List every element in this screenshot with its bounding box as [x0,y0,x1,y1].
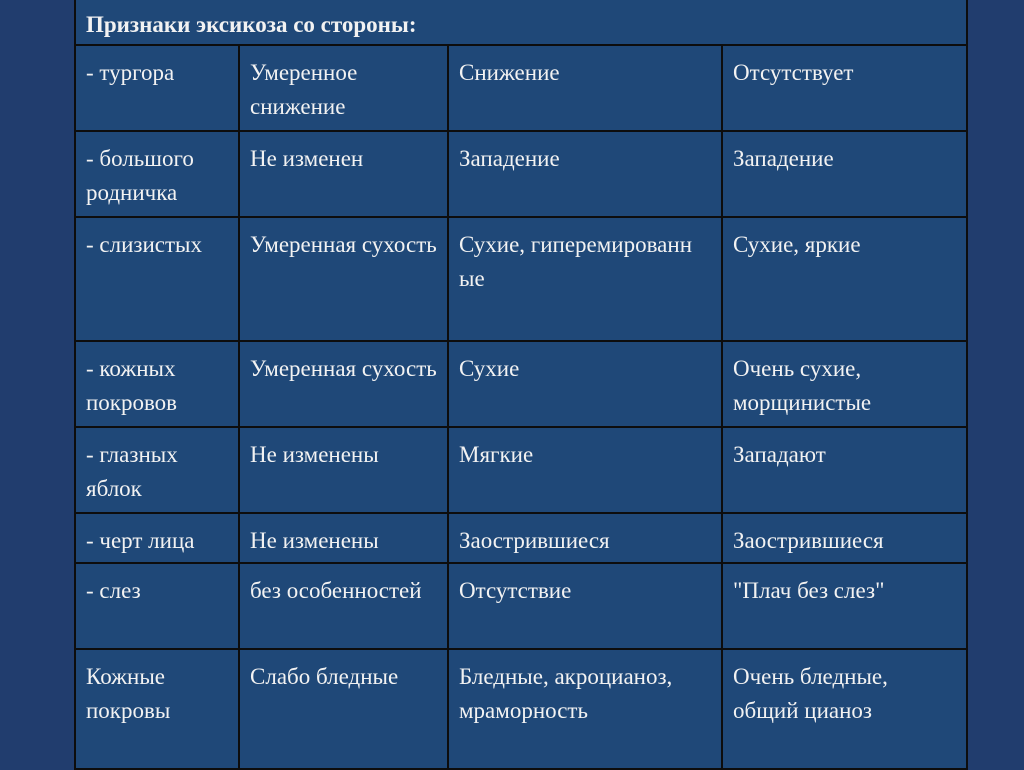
table-row [75,217,967,341]
table-cell: Отсутствие [448,563,722,649]
table-cell: Умеренная сухость [239,341,448,427]
table-cell: Сухие [448,341,722,427]
table-cell: Заострившиеся [722,513,967,563]
table-cell: Не изменены [239,427,448,513]
table-cell: Отсутствует [722,45,967,131]
table-cell: Умеренное снижение [239,45,448,131]
table-title: Признаки эксикоза со стороны: [75,0,967,45]
table-cell: Слабо бледные [239,649,448,769]
table-cell: Западают [722,427,967,513]
table-row [75,427,967,513]
row-label: - черт лица [75,513,239,563]
row-label: - глазных яблок [75,427,239,513]
table-cell: Западение [448,131,722,217]
table-row [75,45,967,131]
table-row [75,649,967,769]
table-cell: Сухие, гиперемированн ые [448,217,722,341]
table-header-row [75,0,967,45]
table-cell: "Плач без слез" [722,563,967,649]
table-cell: Заострившиеся [448,513,722,563]
table-cell: без особенностей [239,563,448,649]
table-cell: Западение [722,131,967,217]
table-cell: Сухие, яркие [722,217,967,341]
table-cell: Не изменены [239,513,448,563]
table-cell: Снижение [448,45,722,131]
row-label: - слез [75,563,239,649]
table-row [75,341,967,427]
row-label: - большого родничка [75,131,239,217]
row-label: - кожных покровов [75,341,239,427]
table-cell: Не изменен [239,131,448,217]
table-row [75,131,967,217]
table-cell: Бледные, акроцианоз, мраморность [448,649,722,769]
table-row [75,513,967,563]
table-cell: Умеренная сухость [239,217,448,341]
table-cell: Мягкие [448,427,722,513]
row-label: - тургора [75,45,239,131]
table-cell: Очень сухие, морщинистые [722,341,967,427]
row-label: Кожные покровы [75,649,239,769]
exicosis-signs-table [74,0,968,770]
row-label: - слизистых [75,217,239,341]
table-cell: Очень бледные, общий цианоз [722,649,967,769]
table-row [75,563,967,649]
